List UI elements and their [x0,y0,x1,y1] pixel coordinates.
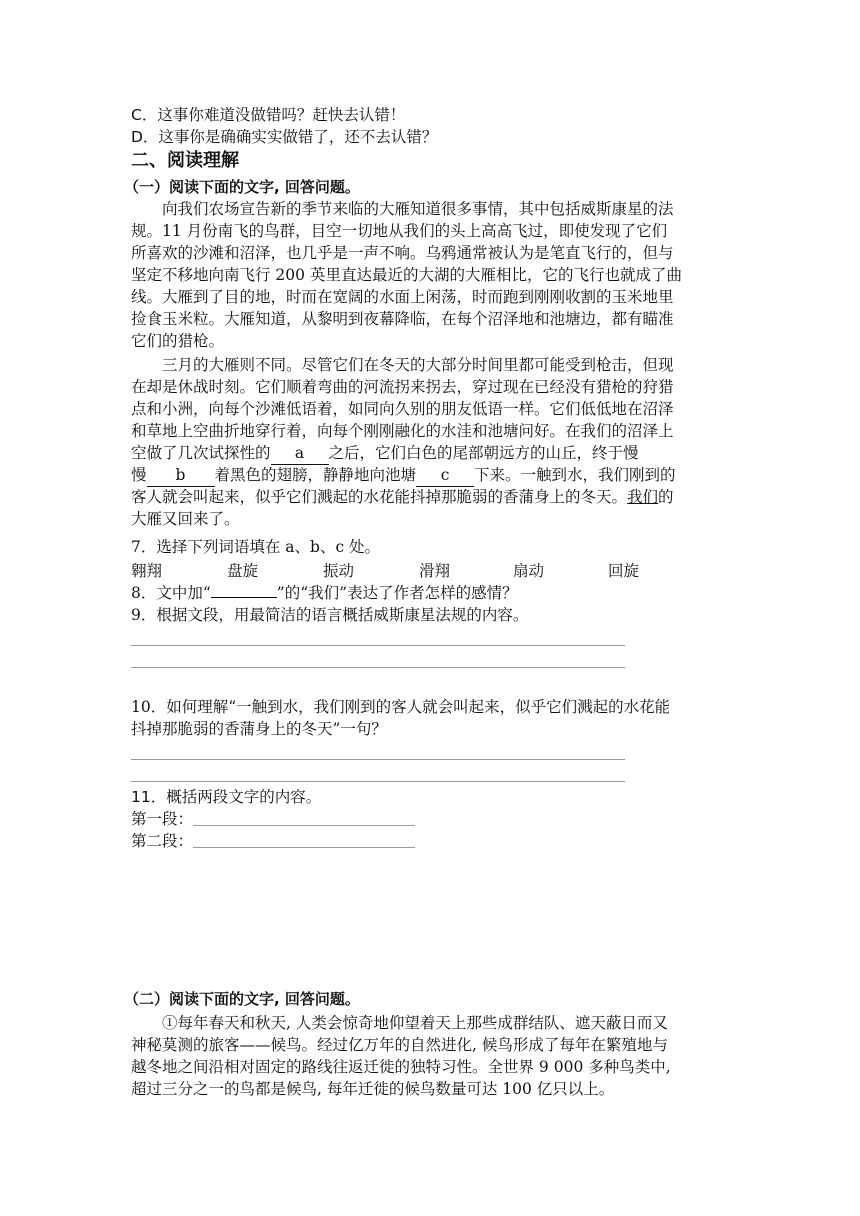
p2-line-6-mid: 着黑色的翅膀，静静地向池塘 [214,466,417,484]
answer-line-10a[interactable] [131,759,625,760]
p2-line-6-post: 下来。一触到水，我们刚到的 [474,466,676,484]
p2-line-2: 在却是休战时刻。它们顺着弯曲的河流拐来拐去，穿过现在已经没有猎枪的狩猎 [131,378,674,396]
answer-line-10b[interactable] [131,781,625,782]
word-choice: 扇动 [513,562,545,580]
question-10-line-1: 10．如何理解“一触到水，我们刚到的客人就会叫起来，似乎它们溅起的水花能 [131,698,671,716]
p1-line-7: 它们的猎枪。 [131,332,225,350]
question-10-line-2: 抖掉那脆弱的香蒲身上的冬天”一句？ [131,720,387,738]
p2-line-1: 三月的大雁则不同。尽管它们在冬天的大部分时间里都可能受到枪击，但现 [162,356,674,374]
question-8 [131,582,731,604]
word-choice: 盘旋 [227,562,259,580]
p2-line-8: 大雁又回来了。 [131,510,240,528]
option-c: C．这事你难道没做错吗？赶快去认错！ [131,106,406,124]
p1-line-1: 向我们农场宣告新的季节来临的大雁知道很多事情，其中包括威斯康星的法 [162,200,674,218]
segment-1-label: 第一段： [131,810,194,828]
p2-line-4: 和草地上空曲折地穿行着，向每个刚刚融化的水洼和池塘问好。在我们的沼泽上 [131,422,674,440]
word-choice: 滑翔 [419,562,451,580]
p2-line-5-pre: 空做了几次试探性的 [131,444,271,462]
part1-heading: （一）阅读下面的文字, 回答问题。 [124,178,360,196]
question-8-post: ”的“我们”表达了作者怎样的感情？ [276,584,518,602]
blank-b[interactable]: b [147,464,215,487]
word-choice: 振动 [323,562,355,580]
p2-line-7-pre: 客人就会叫起来，似乎它们溅起的水花能抖掉那脆弱的香蒲身上的冬天。 [131,488,628,506]
segment-2-label: 第二段： [131,832,194,850]
segment-1-row [131,808,731,830]
blank-a[interactable]: a [271,442,329,465]
p2-line-6 [131,464,731,487]
p2-line-3: 点和小洲，向每个沙滩低语着，如同向久别的朋友低语一样。它们低低地在沼泽 [131,400,674,418]
segment-2-row [131,830,731,852]
p1-line-4: 坚定不移地向南飞行 200 英里直达最近的大湖的大雁相比，它的飞行也就成了曲 [131,266,682,284]
emphasis-mark-blank [211,597,277,598]
word-choice: 回旋 [608,562,640,580]
question-7: 7．选择下列词语填在 a、b、c 处。 [131,538,381,556]
segment-1-answer[interactable] [193,810,415,826]
underlined-women: 我们 [627,488,659,506]
p2-line-5-post: 之后，它们白色的尾部朝远方的山丘，终于慢 [328,444,639,462]
part2-line-4: 超过三分之一的鸟都是候鸟, 每年迁徙的候鸟数量可达 100 亿只以上。 [131,1080,615,1098]
p2-line-7-post: 的 [658,488,674,506]
question-8-pre: 8．文中加“ [131,584,211,602]
answer-line-9b[interactable] [131,667,625,668]
part2-line-3: 越冬地之间沿相对固定的路线往返迁徙的独特习性。全世界 9 000 多种鸟类中, [131,1058,671,1076]
question-11: 11．概括两段文字的内容。 [131,788,322,806]
p2-line-5 [131,442,731,465]
section-title: 二、阅读理解 [131,150,239,171]
p1-line-6: 捡食玉米粒。大雁知道，从黎明到夜幕降临，在每个沼泽地和池塘边，都有瞄准 [131,310,674,328]
option-d: D．这事你是确确实实做错了，还不去认错？ [131,128,438,146]
blank-c[interactable]: c [416,464,474,487]
p2-line-6-pre: 慢 [131,466,147,484]
p1-line-2: 规。11 月份南飞的鸟群，目空一切地从我们的头上高高飞过，即使发现了它们 [131,222,668,240]
part2-line-2: 神秘莫测的旅客——候鸟。经过亿万年的自然进化, 候鸟形成了每年在繁殖地与 [131,1036,668,1054]
segment-2-answer[interactable] [193,832,415,848]
answer-line-9a[interactable] [131,645,625,646]
p2-line-7 [131,486,731,508]
word-choice: 翱翔 [131,562,163,580]
question-9: 9．根据文段，用最简洁的语言概括威斯康星法规的内容。 [131,606,529,624]
part2-line-1: ①每年春天和秋天, 人类会惊奇地仰望着天上那些成群结队、遮天蔽日而又 [162,1014,668,1032]
p1-line-5: 线。大雁到了目的地，时而在宽阔的水面上闲荡，时而跑到刚刚收割的玉米地里 [131,288,674,306]
p1-line-3: 所喜欢的沙滩和沼泽，也几乎是一声不响。乌鸦通常被认为是笔直飞行的，但与 [131,244,674,262]
part2-heading: （二）阅读下面的文字, 回答问题。 [124,990,360,1008]
